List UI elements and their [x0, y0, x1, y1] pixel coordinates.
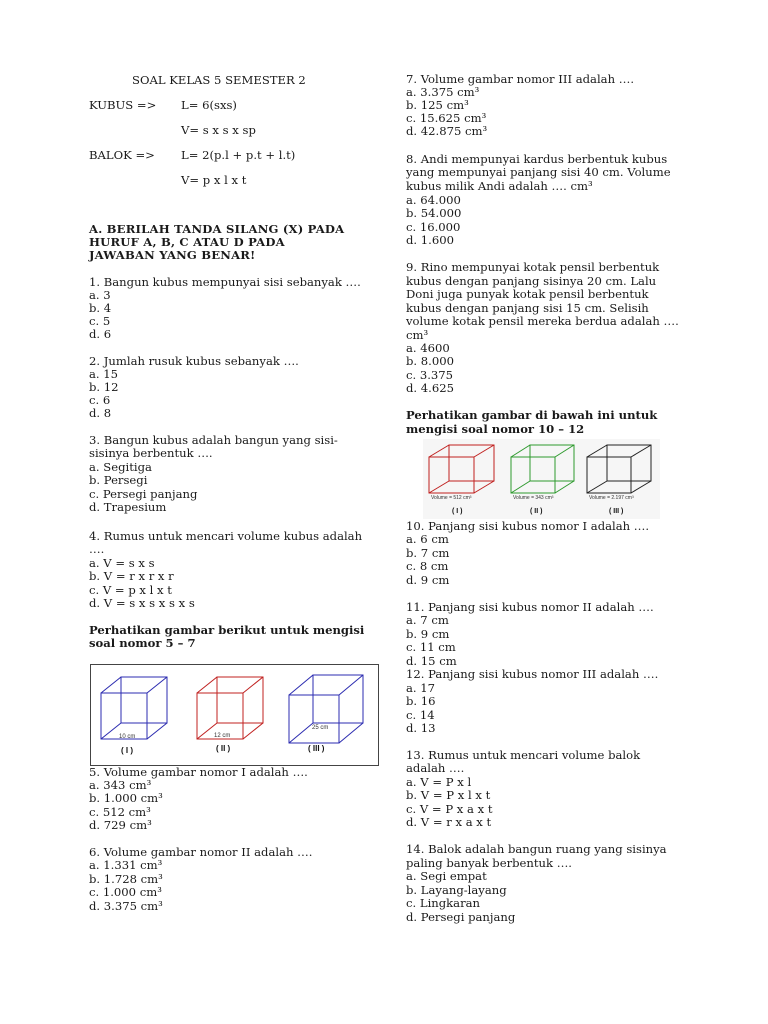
cube-label: ( III ) [308, 744, 325, 753]
instruction-line: A. BERILAH TANDA SILANG (X) PADA [89, 222, 345, 236]
cube-label: ( II ) [530, 508, 543, 515]
question-stem: cm³ [406, 328, 429, 342]
answer-option[interactable]: a. 3.375 cm³ [406, 85, 480, 99]
cube-drawing [289, 675, 363, 743]
question-stem: 7. Volume gambar nomor III adalah …. [406, 72, 635, 86]
question-stem: 14. Balok adalah bangun ruang yang sisinya [406, 842, 667, 856]
answer-option[interactable]: c. V = p x l x t [89, 583, 172, 597]
question-stem: 2. Jumlah rusuk kubus sebanyak …. [89, 354, 299, 368]
cube-drawing [511, 445, 574, 493]
answer-option[interactable]: c. 5 [89, 314, 111, 328]
page-title: SOAL KELAS 5 SEMESTER 2 [132, 73, 306, 87]
cube-label: ( I ) [121, 746, 133, 755]
cube-caption: Volume = 343 cm³ [513, 495, 554, 501]
cube-drawing [101, 677, 167, 739]
question-stem: Doni juga punyak kotak pensil berbentuk [406, 287, 649, 301]
answer-option[interactable]: d. V = r x a x t [406, 815, 492, 829]
cube-dimension: 25 cm [312, 725, 329, 731]
answer-option[interactable]: a. 17 [406, 681, 436, 695]
cube-figure-2 [423, 439, 660, 519]
question-stem: 12. Panjang sisi kubus nomor III adalah …. [406, 667, 659, 681]
cube-caption: Volume = 512 cm³ [431, 495, 472, 501]
cube-label: ( II ) [216, 744, 231, 753]
instruction-line: HURUF A, B, C ATAU D PADA [89, 235, 285, 249]
answer-option[interactable]: a. 343 cm³ [89, 778, 152, 792]
figure-heading: mengisi soal nomor 10 – 12 [406, 422, 585, 436]
answer-option[interactable]: d. Persegi panjang [406, 910, 516, 924]
answer-option[interactable]: d. 9 cm [406, 573, 450, 587]
answer-option[interactable]: d. V = s x s x s x s [89, 596, 195, 610]
cube-label: ( III ) [609, 508, 624, 515]
answer-option[interactable]: d. 42.875 cm³ [406, 124, 488, 138]
question-stem: 4. Rumus untuk mencari volume kubus adalah [89, 529, 363, 543]
answer-option[interactable]: c. 8 cm [406, 559, 449, 573]
answer-option[interactable]: a. Segi empat [406, 869, 487, 883]
answer-option[interactable]: c. 6 [89, 393, 111, 407]
answer-option[interactable]: a. 15 [89, 367, 119, 381]
answer-option[interactable]: b. 125 cm³ [406, 98, 469, 112]
figure-heading: soal nomor 5 – 7 [89, 636, 196, 650]
question-stem: kubus dengan panjang sisi 15 cm. Selisih [406, 301, 649, 315]
question-stem: yang mempunyai panjang sisi 40 cm. Volume [406, 165, 671, 179]
answer-option[interactable]: d. 8 [89, 406, 112, 420]
answer-option[interactable]: a. V = s x s [89, 556, 155, 570]
question-stem: sisinya berbentuk …. [89, 446, 213, 460]
question-stem: 13. Rumus untuk mencari volume balok [406, 748, 641, 762]
answer-option[interactable]: d. 4.625 [406, 381, 454, 395]
cube-dimension: 12 cm [214, 733, 231, 739]
answer-option[interactable]: a. 4600 [406, 341, 450, 355]
cube-dimension: 10 cm [119, 734, 136, 740]
answer-option[interactable]: b. V = P x l x t [406, 788, 491, 802]
answer-option[interactable]: a. 6 cm [406, 532, 449, 546]
answer-option[interactable]: d. Trapesium [89, 500, 167, 514]
answer-option[interactable]: b. Persegi [89, 473, 148, 487]
cube-drawing [197, 677, 263, 739]
answer-option[interactable]: c. V = P x a x t [406, 802, 493, 816]
answer-option[interactable]: a. 1.331 cm³ [89, 858, 163, 872]
answer-option[interactable]: b. 1.000 cm³ [89, 791, 163, 805]
answer-option[interactable]: b. 12 [89, 380, 119, 394]
cube-figure-1 [90, 664, 379, 766]
kubus-surface-formula: L= 6(sxs) [181, 98, 237, 112]
answer-option[interactable]: b. 4 [89, 301, 112, 315]
balok-volume-formula: V= p x l x t [181, 173, 247, 187]
answer-option[interactable]: b. 7 cm [406, 546, 450, 560]
answer-option[interactable]: c. 11 cm [406, 640, 456, 654]
answer-option[interactable]: c. 3.375 [406, 368, 454, 382]
answer-option[interactable]: a. 64.000 [406, 193, 461, 207]
cube-label: ( I ) [452, 508, 463, 515]
answer-option[interactable]: b. 54.000 [406, 206, 462, 220]
answer-option[interactable]: d. 729 cm³ [89, 818, 152, 832]
question-stem: 6. Volume gambar nomor II adalah …. [89, 845, 313, 859]
answer-option[interactable]: c. 512 cm³ [89, 805, 151, 819]
figure-heading: Perhatikan gambar berikut untuk mengisi [89, 623, 365, 637]
question-stem: paling banyak berbentuk …. [406, 856, 572, 870]
answer-option[interactable]: a. Segitiga [89, 460, 152, 474]
answer-option[interactable]: c. Persegi panjang [89, 487, 198, 501]
answer-option[interactable]: d. 6 [89, 327, 112, 341]
answer-option[interactable]: b. 16 [406, 694, 436, 708]
question-stem: 5. Volume gambar nomor I adalah …. [89, 765, 308, 779]
answer-option[interactable]: b. V = r x r x r [89, 569, 174, 583]
figure-heading: Perhatikan gambar di bawah ini untuk [406, 408, 658, 422]
balok-surface-formula: L= 2(p.l + p.t + l.t) [181, 148, 296, 162]
answer-option[interactable]: d. 1.600 [406, 233, 454, 247]
answer-option[interactable]: c. 14 [406, 708, 435, 722]
cube-drawing [587, 445, 651, 493]
question-stem: 1. Bangun kubus mempunyai sisi sebanyak …. [89, 275, 361, 289]
answer-option[interactable]: b. Layang-layang [406, 883, 507, 897]
answer-option[interactable]: c. 1.000 cm³ [89, 885, 162, 899]
question-stem: 9. Rino mempunyai kotak pensil berbentuk [406, 260, 660, 274]
answer-option[interactable]: a. 7 cm [406, 613, 449, 627]
answer-option[interactable]: d. 15 cm [406, 654, 457, 668]
answer-option[interactable]: a. 3 [89, 288, 111, 302]
cube-caption: Volume = 2.197 cm³ [589, 495, 634, 501]
question-stem: kubus milik Andi adalah …. cm³ [406, 179, 593, 193]
kubus-label: KUBUS => [89, 98, 157, 112]
answer-option[interactable]: b. 1.728 cm³ [89, 872, 163, 886]
question-stem: …. [89, 542, 105, 556]
answer-option[interactable]: c. 16.000 [406, 220, 461, 234]
answer-option[interactable]: d. 13 [406, 721, 436, 735]
balok-label: BALOK => [89, 148, 155, 162]
instruction-line: JAWABAN YANG BENAR! [89, 248, 256, 262]
answer-option[interactable]: c. Lingkaran [406, 896, 481, 910]
question-stem: 11. Panjang sisi kubus nomor II adalah …. [406, 600, 654, 614]
question-stem: 8. Andi mempunyai kardus berbentuk kubus [406, 152, 668, 166]
question-stem: volume kotak pensil mereka berdua adalah …. [406, 314, 679, 328]
question-stem: 3. Bangun kubus adalah bangun yang sisi- [89, 433, 338, 447]
question-stem: kubus dengan panjang sisinya 20 cm. Lalu [406, 274, 657, 288]
answer-option[interactable]: b. 9 cm [406, 627, 450, 641]
answer-option[interactable]: c. 15.625 cm³ [406, 111, 487, 125]
cube-drawing [429, 445, 494, 493]
answer-option[interactable]: a. V = P x l [406, 775, 472, 789]
answer-option[interactable]: d. 3.375 cm³ [89, 899, 163, 913]
answer-option[interactable]: b. 8.000 [406, 354, 454, 368]
kubus-volume-formula: V= s x s x sp [181, 123, 256, 137]
question-stem: adalah …. [406, 761, 465, 775]
question-stem: 10. Panjang sisi kubus nomor I adalah …. [406, 519, 650, 533]
